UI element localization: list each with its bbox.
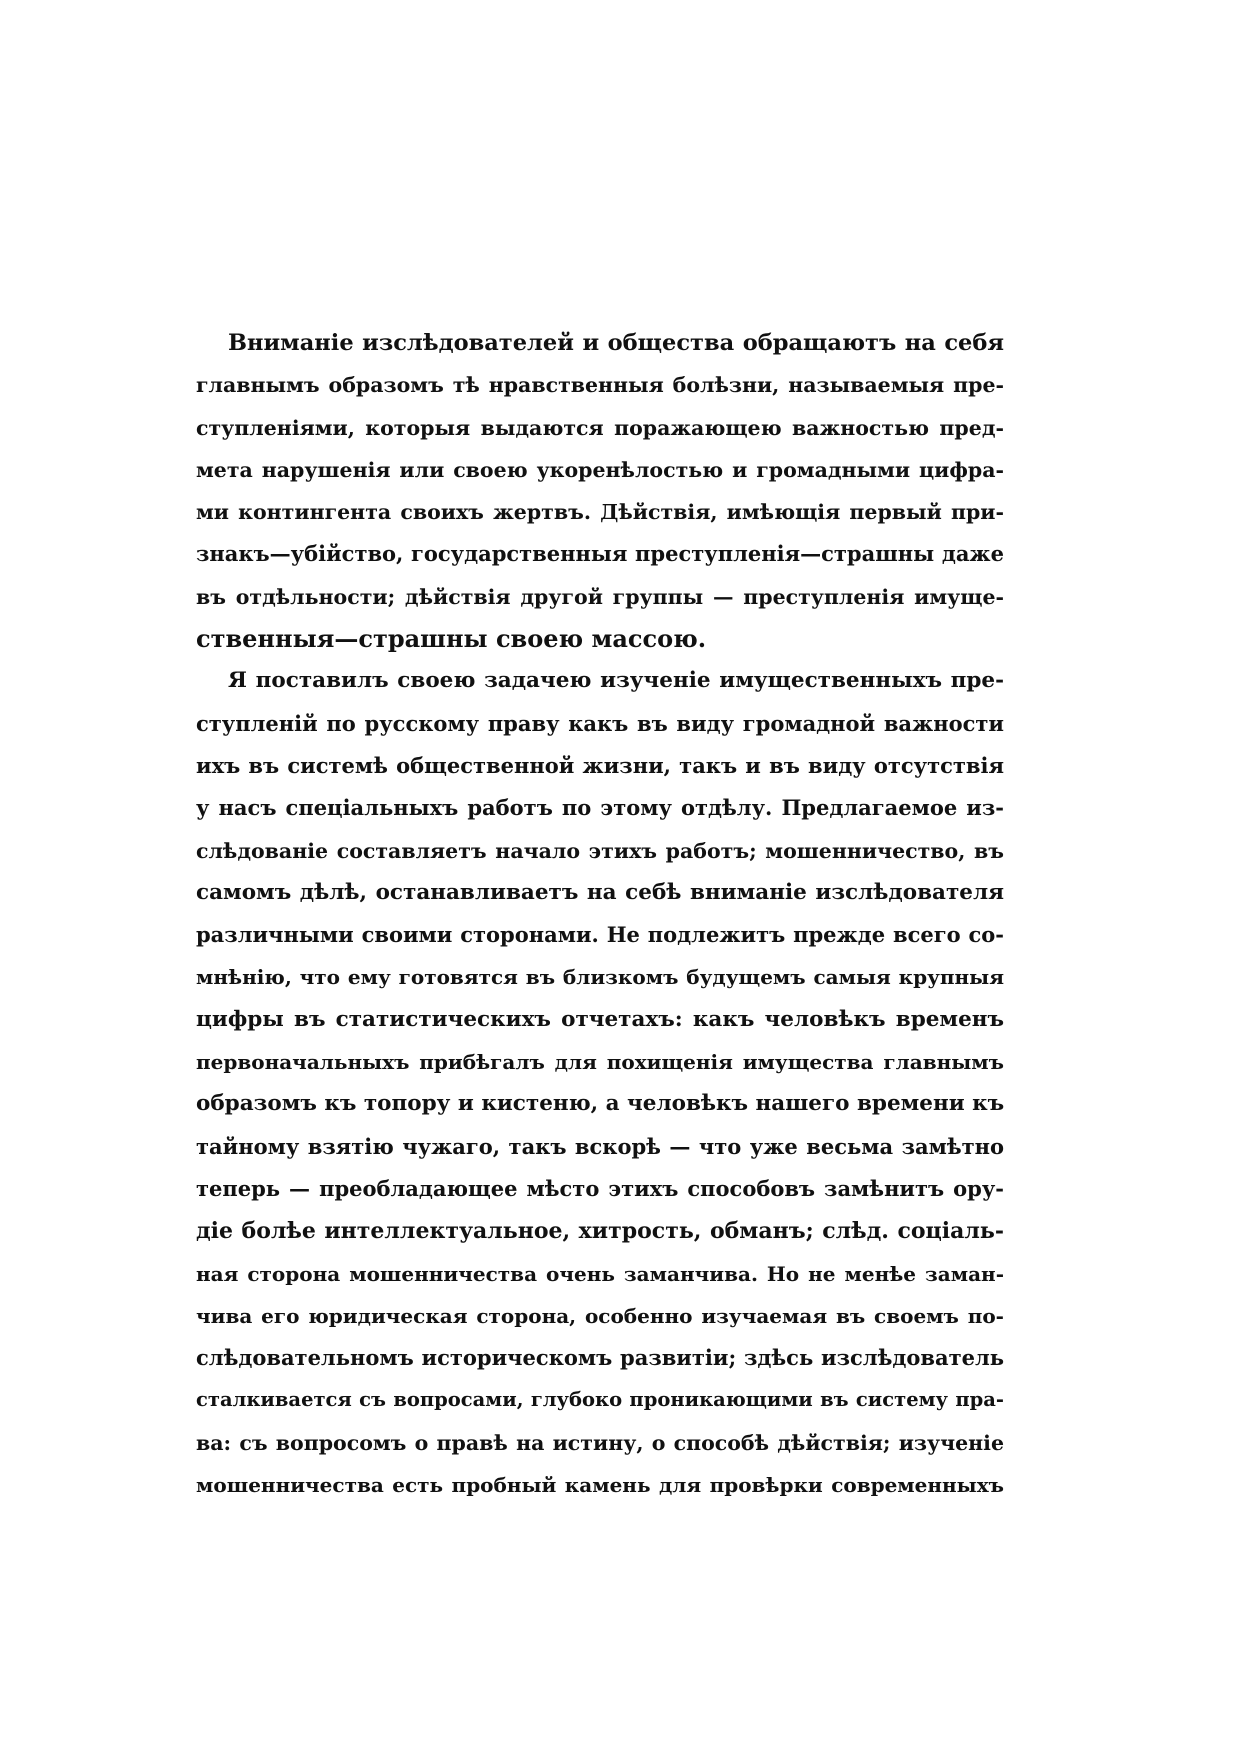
text-line: цифры въ статистическихъ отчетахъ: какъ человѣкъ временъ <box>196 1006 1004 1032</box>
text-line: ная сторона мошенничества очень заманчива. Но не менѣе заман- <box>196 1261 1004 1286</box>
text-line: діе болѣе интеллектуальное, хитрость, обманъ; слѣд. соціаль- <box>196 1218 1004 1245</box>
text-line: мнѣнію, что ему готовятся въ близкомъ будущемъ самыя крупныя <box>196 965 1004 990</box>
text-line: у насъ спеціальныхъ работъ по этому отдѣлу. Предлагаемое из- <box>196 795 1004 821</box>
paragraph-1 <box>196 322 1004 660</box>
text-line: ступленіями, которыя выдаются поражающею важностью пред- <box>196 415 1004 440</box>
text-line: ми контингента своихъ жертвъ. Дѣйствія, имѣющія первый при- <box>196 500 1004 525</box>
text-line: Вниманіе изслѣдователей и общества обращаютъ на себя <box>228 330 1004 356</box>
text-line: мета нарушенія или своею укоренѣлостью и громадными цифра- <box>196 457 1004 482</box>
text-line: въ отдѣльности; дѣйствія другой группы — преступленія имуще- <box>196 584 1004 609</box>
text-line: тайному взятію чужаго, такъ вскорѣ — что уже весьма замѣтно <box>196 1133 1004 1159</box>
text-line: мошенничества есть пробный камень для провѣрки современныхъ <box>196 1473 1004 1498</box>
text-line: ственныя—страшны своею массою. <box>196 624 707 654</box>
text-line: сталкивается съ вопросами, глубоко проникающими въ систему пра- <box>196 1388 1004 1412</box>
text-line: главнымъ образомъ тѣ нравственныя болѣзни, называемыя пре- <box>196 373 1004 398</box>
text-line: знакъ—убійство, государственныя преступленія—страшны даже <box>196 541 1004 567</box>
text-line: теперь — преобладающее мѣсто этихъ способовъ замѣнитъ ору- <box>196 1175 1004 1201</box>
text-line: самомъ дѣлѣ, останавливаетъ на себѣ вниманіе изслѣдователя <box>196 879 1004 905</box>
text-line: ихъ въ системѣ общественной жизни, такъ и въ виду отсутствія <box>196 752 1004 778</box>
text-line: слѣдованіе составляетъ начало этихъ работъ; мошенничество, въ <box>196 838 1004 863</box>
paragraph-2 <box>196 660 1004 1506</box>
text-line: чива его юридическая сторона, особенно изучаемая въ своемъ по- <box>196 1303 1004 1328</box>
text-line: Я поставилъ своею задачею изученіе имущественныхъ пре- <box>228 668 1004 694</box>
text-line: образомъ къ топору и кистеню, а человѣкъ нашего времени къ <box>196 1091 1004 1117</box>
text-line: различными своими сторонами. Не подлежитъ прежде всего со- <box>196 922 1004 948</box>
text-line: ва: съ вопросомъ о правѣ на истину, о способѣ дѣйствія; изученіе <box>196 1430 1004 1455</box>
text-line: первоначальныхъ прибѣгалъ для похищенія имущества главнымъ <box>196 1050 1004 1075</box>
body-text <box>196 322 1004 1506</box>
text-line: ступленій по русскому праву какъ въ виду громадной важности <box>196 710 1004 736</box>
text-line: слѣдовательномъ историческомъ развитіи; здѣсь изслѣдователь <box>196 1345 1004 1371</box>
